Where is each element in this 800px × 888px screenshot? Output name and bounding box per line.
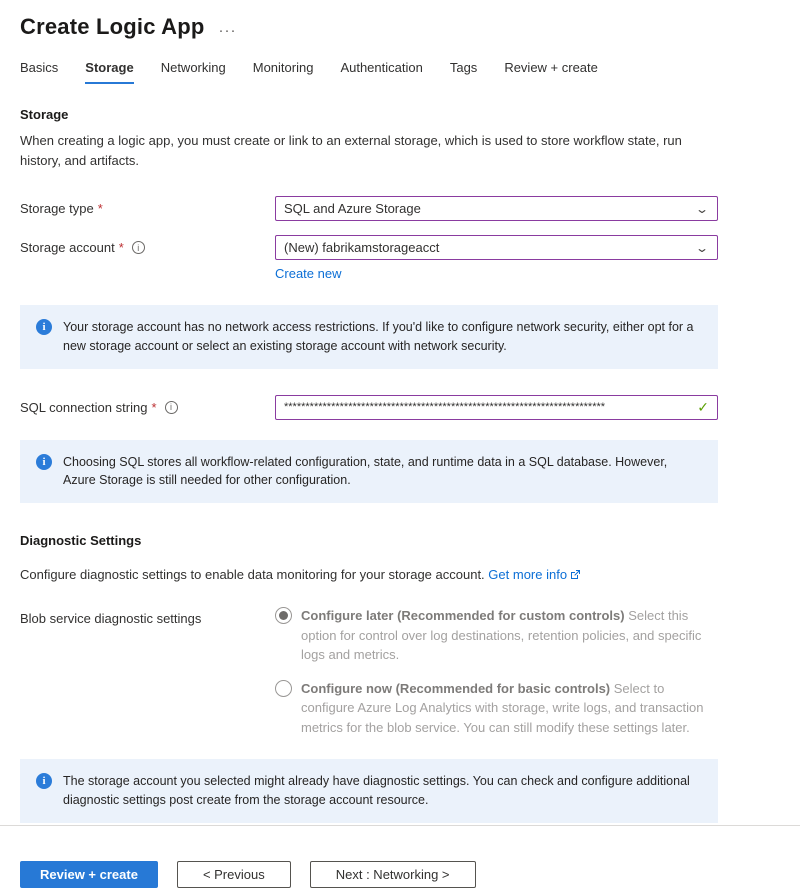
banner-text: Your storage account has no network access restrictions. If you'd like to configure network security, either opt for a new storage account or select an existing storage account with network security.	[63, 320, 694, 353]
info-icon[interactable]	[132, 241, 145, 254]
required-asterisk: *	[97, 201, 103, 216]
storage-section-description: When creating a logic app, you must create or link to an external storage, which is used to store workflow state, run history, and artifacts.	[20, 133, 682, 168]
diagnostic-settings-heading: Diagnostic Settings	[20, 533, 142, 548]
storage-account-value: (New) fabrikamstorageacct	[284, 240, 440, 255]
tab-monitoring[interactable]: Monitoring	[252, 60, 314, 75]
sql-connection-string-row	[20, 395, 718, 420]
radio-selected-icon	[275, 607, 292, 624]
banner-text: The storage account you selected might already have diagnostic settings. You can check and configure additional diagnostic settings post create from the storage account resource.	[63, 774, 690, 807]
valid-check-icon	[697, 399, 709, 416]
radio-unselected-icon	[275, 680, 292, 697]
blob-diagnostics-row	[20, 606, 718, 737]
required-asterisk: *	[151, 399, 157, 415]
masked-value: ***************************************************************************	[284, 401, 606, 413]
wizard-footer	[20, 861, 718, 888]
banner-text: Choosing SQL stores all workflow-related configuration, state, and runtime data in a SQL database. However, Azure Storage is still needed for other configuration.	[63, 454, 668, 488]
sql-connection-string-label: SQL connection string	[20, 399, 148, 415]
tab-review-create[interactable]: Review + create	[504, 60, 598, 75]
create-new-link[interactable]: Create new	[275, 266, 342, 281]
previous-button[interactable]: < Previous	[177, 861, 291, 888]
next-networking-button[interactable]: Next : Networking >	[310, 861, 476, 888]
blob-diagnostics-label: Blob service diagnostic settings	[20, 611, 202, 626]
storage-section-heading: Storage	[20, 107, 69, 122]
tab-storage[interactable]: Storage	[85, 60, 133, 84]
option-title: Configure later (Recommended for custom controls)	[301, 608, 625, 623]
required-asterisk: *	[118, 240, 124, 255]
external-link-icon	[570, 569, 581, 580]
network-restrictions-info-banner	[20, 305, 718, 369]
tab-authentication[interactable]: Authentication	[340, 60, 423, 75]
option-description: Select to configure Azure Log Analytics with storage, write logs, and transaction metrics for the blob service. You can still modify these settings later.	[301, 680, 704, 735]
radio-group	[275, 606, 718, 737]
diagnostics-description: Configure diagnostic settings to enable data monitoring for your storage account. Get more info	[20, 567, 718, 582]
info-icon	[36, 319, 52, 335]
option-title: Configure now (Recommended for basic controls)	[301, 680, 611, 696]
info-icon	[36, 773, 52, 789]
review-create-button[interactable]: Review + create	[20, 861, 158, 888]
storage-type-select[interactable]	[275, 196, 718, 221]
tab-tags[interactable]: Tags	[449, 60, 478, 75]
info-icon	[36, 454, 52, 470]
storage-type-label: Storage type	[20, 201, 94, 216]
page-header	[20, 14, 718, 40]
radio-configure-now[interactable]	[275, 679, 704, 738]
tab-bar	[20, 60, 718, 84]
tab-networking[interactable]: Networking	[160, 60, 226, 75]
chevron-down-icon: ⌄	[694, 240, 710, 255]
info-icon[interactable]	[165, 401, 178, 414]
tab-basics[interactable]: Basics	[20, 60, 59, 75]
storage-type-value: SQL and Azure Storage	[284, 201, 421, 216]
storage-account-select[interactable]	[275, 235, 718, 260]
page-title: Create Logic App	[20, 14, 205, 39]
get-more-info-link[interactable]: Get more info	[488, 567, 581, 582]
sql-storage-info-banner	[20, 440, 718, 504]
chevron-down-icon: ⌄	[694, 201, 710, 216]
radio-configure-later[interactable]	[275, 606, 704, 665]
bottom-divider	[0, 825, 800, 826]
storage-type-row	[20, 196, 718, 221]
more-menu-icon[interactable]: ···	[218, 21, 237, 39]
diagnostic-settings-info-banner	[20, 759, 718, 823]
sql-connection-string-input[interactable]	[275, 395, 718, 420]
option-description: Select this option for control over log destinations, retention policies, and specific logs and metrics.	[301, 608, 702, 662]
storage-account-label: Storage account	[20, 240, 115, 255]
storage-account-row	[20, 235, 718, 283]
